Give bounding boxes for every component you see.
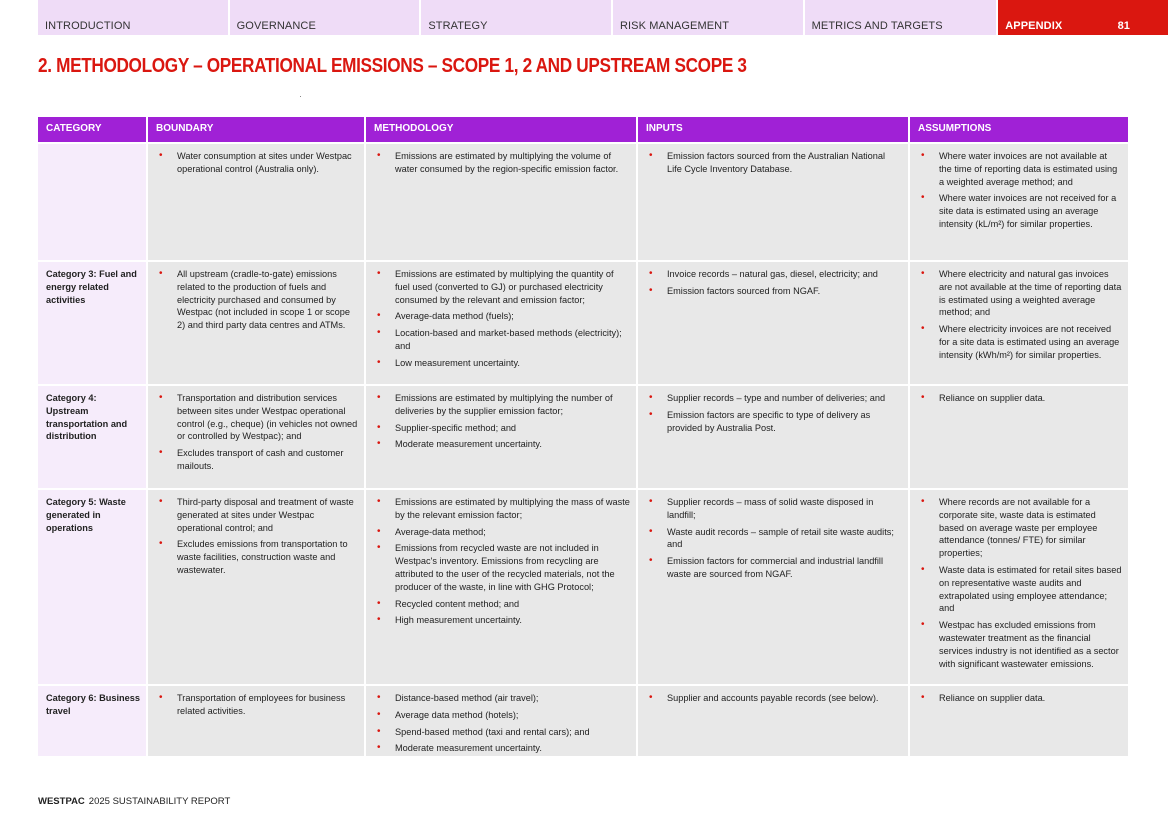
nav-tab-introduction[interactable]: INTRODUCTION — [38, 0, 228, 35]
nav-tab-appendix[interactable] — [998, 0, 1168, 35]
bullet-item: • Supplier-specific method; and — [374, 422, 630, 435]
methodology-cell — [366, 490, 636, 684]
inputs-list — [646, 496, 902, 581]
assumptions-list — [918, 268, 1122, 362]
bullet-item: • High measurement uncertainty. — [374, 614, 630, 627]
bullet-item: • Location-based and market-based methods (electricity); and — [374, 327, 630, 353]
category-cell — [38, 144, 146, 260]
bullet-item: • Emissions are estimated by multiplying the number of deliveries by the supplier emission factor; — [374, 392, 630, 418]
bullet-item: • Supplier records – mass of solid waste disposed in landfill; — [646, 496, 902, 522]
header-methodology: METHODOLOGY — [366, 117, 636, 142]
bullet-item: • Spend-based method (taxi and rental cars); and — [374, 726, 630, 739]
header-assumptions: ASSUMPTIONS — [910, 117, 1128, 142]
top-navigation — [38, 0, 1168, 35]
category-cell: Category 5: Waste generated in operations — [38, 490, 146, 684]
category-cell: Category 6: Business travel — [38, 686, 146, 756]
assumptions-cell — [910, 386, 1128, 488]
boundary-cell — [148, 262, 364, 384]
boundary-cell — [148, 144, 364, 260]
assumptions-list — [918, 392, 1122, 405]
inputs-cell — [638, 262, 908, 384]
bullet-item: • Emissions are estimated by multiplying the volume of water consumed by the region-specific emission factor. — [374, 150, 630, 176]
table-row — [38, 386, 1130, 488]
stray-dot — [300, 96, 301, 97]
bullet-item: • Distance-based method (air travel); — [374, 692, 630, 705]
bullet-item: • Average-data method; — [374, 526, 630, 539]
inputs-list — [646, 268, 902, 298]
methodology-cell — [366, 262, 636, 384]
methodology-list — [374, 150, 630, 176]
methodology-cell — [366, 686, 636, 756]
bullet-item: • Recycled content method; and — [374, 598, 630, 611]
boundary-list — [156, 692, 358, 718]
assumptions-list — [918, 150, 1122, 231]
boundary-list — [156, 268, 358, 332]
bullet-item: • Emission factors are specific to type of delivery as provided by Australia Post. — [646, 409, 902, 435]
nav-tab-risk-management[interactable]: RISK MANAGEMENT — [613, 0, 803, 35]
methodology-list — [374, 392, 630, 451]
bullet-item: • Where water invoices are not received for a site data is estimated using an average intensity (kL/m²) for similar properties. — [918, 192, 1122, 230]
boundary-list — [156, 496, 358, 577]
bullet-item: • Emissions are estimated by multiplying the mass of waste by the relevant emission factor; — [374, 496, 630, 522]
table-row — [38, 686, 1130, 756]
inputs-list — [646, 392, 902, 434]
bullet-item: • Reliance on supplier data. — [918, 392, 1122, 405]
methodology-cell — [366, 144, 636, 260]
bullet-item: • Where electricity and natural gas invoices are not available at the time of reporting data is estimated using a weighted average method; and — [918, 268, 1122, 319]
assumptions-cell — [910, 686, 1128, 756]
bullet-item: • Emission factors sourced from the Australian National Life Cycle Inventory Database. — [646, 150, 902, 176]
boundary-cell — [148, 490, 364, 684]
bullet-item: • Reliance on supplier data. — [918, 692, 1122, 705]
assumptions-list — [918, 692, 1122, 705]
footer — [38, 796, 230, 807]
methodology-table — [38, 117, 1130, 758]
inputs-cell — [638, 144, 908, 260]
boundary-cell — [148, 686, 364, 756]
category-cell: Category 3: Fuel and energy related activities — [38, 262, 146, 384]
bullet-item: • Supplier and accounts payable records (see below). — [646, 692, 902, 705]
boundary-list — [156, 392, 358, 473]
bullet-item: • Average data method (hotels); — [374, 709, 630, 722]
header-inputs: INPUTS — [638, 117, 908, 142]
bullet-item: • Third-party disposal and treatment of waste generated at sites under Westpac operational control; and — [156, 496, 358, 534]
bullet-item: • Invoice records – natural gas, diesel, electricity; and — [646, 268, 902, 281]
bullet-item: • Excludes emissions from transportation to waste facilities, construction waste and wastewater. — [156, 538, 358, 576]
assumptions-cell — [910, 490, 1128, 684]
bullet-item: • Supplier records – type and number of deliveries; and — [646, 392, 902, 405]
inputs-list — [646, 150, 902, 176]
bullet-item: • Where electricity invoices are not received for a site data is estimated using an average intensity (kWh/m²) for similar properties. — [918, 323, 1122, 361]
bullet-item: • Westpac has excluded emissions from wastewater treatment as the financial services industry is not identified as a sector with significant wastewater emissions. — [918, 619, 1122, 670]
bullet-item: • Waste audit records – sample of retail site waste audits; and — [646, 526, 902, 552]
bullet-item: • All upstream (cradle-to-gate) emissions related to the production of fuels and electricity purchased and consumed by Westpac (not included in scope 1 or scope 2) and third party data centres and ATMs. — [156, 268, 358, 332]
page-title: 2. METHODOLOGY – OPERATIONAL EMISSIONS – SCOPE 1, 2 AND UPSTREAM SCOPE 3 — [38, 55, 747, 77]
bullet-item: • Transportation of employees for business related activities. — [156, 692, 358, 718]
header-boundary: BOUNDARY — [148, 117, 364, 142]
bullet-item: • Where water invoices are not available at the time of reporting data is estimated using a weighted average method; and — [918, 150, 1122, 188]
bullet-item: • Waste data is estimated for retail sites based on representative waste audits and extrapolated using employee attendance; and — [918, 564, 1122, 615]
header-category: CATEGORY — [38, 117, 146, 142]
table-row — [38, 144, 1130, 260]
methodology-list — [374, 268, 630, 370]
bullet-item: • Where records are not available for a corporate site, waste data is estimated based on average waste per employee attendance (tonnes/ FTE) for similar properties; — [918, 496, 1122, 560]
table-row — [38, 262, 1130, 384]
methodology-list — [374, 496, 630, 627]
page-number: 81 — [1117, 20, 1131, 32]
inputs-cell — [638, 490, 908, 684]
methodology-list — [374, 692, 630, 755]
assumptions-list — [918, 496, 1122, 670]
nav-tab-strategy[interactable]: STRATEGY — [421, 0, 611, 35]
methodology-cell — [366, 386, 636, 488]
bullet-item: • Water consumption at sites under Westpac operational control (Australia only). — [156, 150, 358, 176]
assumptions-cell — [910, 262, 1128, 384]
category-cell: Category 4: Upstream transportation and distribution — [38, 386, 146, 488]
bullet-item: • Moderate measurement uncertainty. — [374, 438, 630, 451]
bullet-item: • Emissions are estimated by multiplying the quantity of fuel used (converted to GJ) or purchased electricity consumed by the relevant and emission factor; — [374, 268, 630, 306]
boundary-list — [156, 150, 358, 176]
nav-tab-metrics-and-targets[interactable]: METRICS AND TARGETS — [805, 0, 997, 35]
nav-tab-appendix-label: APPENDIX — [1005, 20, 1063, 32]
table-header-row — [38, 117, 1130, 142]
bullet-item: • Emissions from recycled waste are not included in Westpac's inventory. Emissions from recycling are attributed to the user of the recycled materials, not the producer of the waste, in line with GHG Protocol; — [374, 542, 630, 593]
bullet-item: • Emission factors for commercial and industrial landfill waste are sourced from NGAF. — [646, 555, 902, 581]
bullet-item: • Transportation and distribution services between sites under Westpac operational control (e.g., cheque) (in vehicles not owned or controlled by Westpac); and — [156, 392, 358, 443]
bullet-item: • Average-data method (fuels); — [374, 310, 630, 323]
inputs-cell — [638, 686, 908, 756]
inputs-cell — [638, 386, 908, 488]
bullet-item: • Low measurement uncertainty. — [374, 357, 630, 370]
inputs-list — [646, 692, 902, 705]
bullet-item: • Excludes transport of cash and customer mailouts. — [156, 447, 358, 473]
bullet-item: • Moderate measurement uncertainty. — [374, 742, 630, 755]
table-row — [38, 490, 1130, 684]
boundary-cell — [148, 386, 364, 488]
footer-report: 2025 SUSTAINABILITY REPORT — [88, 796, 231, 807]
footer-brand: WESTPAC — [38, 796, 85, 807]
nav-tab-governance[interactable]: GOVERNANCE — [230, 0, 420, 35]
assumptions-cell — [910, 144, 1128, 260]
bullet-item: • Emission factors sourced from NGAF. — [646, 285, 902, 298]
